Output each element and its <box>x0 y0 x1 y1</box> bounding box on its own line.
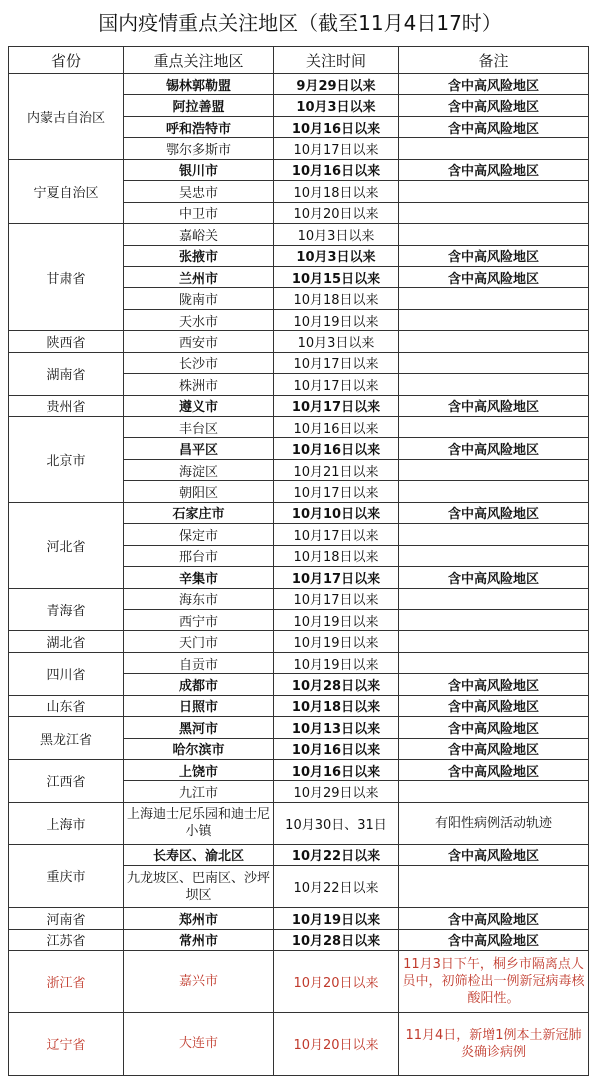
province-cell: 宁夏自治区 <box>9 159 124 223</box>
time-cell: 10月17日以来 <box>274 138 399 159</box>
time-cell: 10月22日以来 <box>274 844 399 865</box>
table-row <box>9 224 589 245</box>
table-row <box>9 1013 589 1075</box>
header-province: 省份 <box>9 47 124 74</box>
region-cell: 呼和浩特市 <box>124 116 274 137</box>
note-cell <box>399 224 589 245</box>
region-cell: 海东市 <box>124 588 274 609</box>
region-cell: 张掖市 <box>124 245 274 266</box>
time-cell: 10月16日以来 <box>274 438 399 459</box>
time-cell: 10月18日以来 <box>274 181 399 202</box>
table-row <box>9 352 589 373</box>
province-cell: 贵州省 <box>9 395 124 416</box>
province-cell: 河北省 <box>9 502 124 588</box>
region-cell: 黑河市 <box>124 717 274 738</box>
region-cell: 丰台区 <box>124 417 274 438</box>
time-cell: 10月17日以来 <box>274 524 399 545</box>
region-cell: 九江市 <box>124 781 274 802</box>
region-cell: 嘉峪关 <box>124 224 274 245</box>
region-cell: 昌平区 <box>124 438 274 459</box>
time-cell: 10月28日以来 <box>274 929 399 950</box>
region-cell: 郑州市 <box>124 908 274 929</box>
time-cell: 10月16日以来 <box>274 417 399 438</box>
note-cell: 含中高风险地区 <box>399 717 589 738</box>
region-cell: 西宁市 <box>124 609 274 630</box>
header-region: 重点关注地区 <box>124 47 274 74</box>
note-cell: 含中高风险地区 <box>399 116 589 137</box>
region-cell: 朝阳区 <box>124 481 274 502</box>
note-cell <box>399 652 589 673</box>
time-cell: 10月3日以来 <box>274 331 399 352</box>
time-cell: 10月16日以来 <box>274 116 399 137</box>
region-cell: 哈尔滨市 <box>124 738 274 759</box>
note-cell <box>399 374 589 395</box>
time-cell: 10月19日以来 <box>274 609 399 630</box>
time-cell: 10月17日以来 <box>274 481 399 502</box>
time-cell: 10月15日以来 <box>274 266 399 287</box>
time-cell: 10月20日以来 <box>274 202 399 223</box>
note-cell <box>399 524 589 545</box>
province-cell: 重庆市 <box>9 844 124 907</box>
time-cell: 10月13日以来 <box>274 717 399 738</box>
header-time: 关注时间 <box>274 47 399 74</box>
region-cell: 辛集市 <box>124 567 274 588</box>
time-cell: 10月18日以来 <box>274 288 399 309</box>
province-cell: 河南省 <box>9 908 124 929</box>
time-cell: 10月19日以来 <box>274 652 399 673</box>
page-title: 国内疫情重点关注地区（截至11月4日17时） <box>98 11 502 35</box>
time-cell: 10月3日以来 <box>274 95 399 116</box>
note-cell: 含中高风险地区 <box>399 266 589 287</box>
note-cell <box>399 417 589 438</box>
table-row <box>9 695 589 716</box>
note-cell: 含中高风险地区 <box>399 567 589 588</box>
time-cell: 10月19日以来 <box>274 908 399 929</box>
region-cell: 九龙坡区、巴南区、沙坪坝区 <box>124 866 274 908</box>
table-row <box>9 159 589 180</box>
note-cell: 有阳性病例活动轨迹 <box>399 802 589 844</box>
province-cell: 江苏省 <box>9 929 124 950</box>
note-cell <box>399 181 589 202</box>
time-cell: 9月29日以来 <box>274 74 399 95</box>
region-cell: 大连市 <box>124 1013 274 1075</box>
region-cell: 银川市 <box>124 159 274 180</box>
time-cell: 10月16日以来 <box>274 738 399 759</box>
note-cell <box>399 545 589 566</box>
note-cell: 含中高风险地区 <box>399 502 589 523</box>
region-cell: 嘉兴市 <box>124 950 274 1012</box>
region-cell: 海淀区 <box>124 459 274 480</box>
table-row <box>9 717 589 738</box>
note-cell <box>399 309 589 330</box>
note-cell <box>399 866 589 908</box>
time-cell: 10月3日以来 <box>274 224 399 245</box>
note-cell: 含中高风险地区 <box>399 929 589 950</box>
time-cell: 10月19日以来 <box>274 631 399 652</box>
note-cell <box>399 459 589 480</box>
table-row <box>9 950 589 1012</box>
table-row <box>9 395 589 416</box>
region-cell: 成都市 <box>124 674 274 695</box>
note-cell: 含中高风险地区 <box>399 695 589 716</box>
note-cell: 含中高风险地区 <box>399 674 589 695</box>
region-cell: 株洲市 <box>124 374 274 395</box>
province-cell: 山东省 <box>9 695 124 716</box>
time-cell: 10月18日以来 <box>274 695 399 716</box>
province-cell: 内蒙古自治区 <box>9 74 124 160</box>
region-cell: 天门市 <box>124 631 274 652</box>
table-row <box>9 631 589 652</box>
region-cell: 上饶市 <box>124 760 274 781</box>
note-cell: 含中高风险地区 <box>399 908 589 929</box>
time-cell: 10月20日以来 <box>274 1013 399 1075</box>
note-cell <box>399 288 589 309</box>
region-cell: 西安市 <box>124 331 274 352</box>
time-cell: 10月29日以来 <box>274 781 399 802</box>
province-cell: 湖南省 <box>9 352 124 395</box>
region-cell: 陇南市 <box>124 288 274 309</box>
time-cell: 10月21日以来 <box>274 459 399 480</box>
table-header-row <box>9 47 589 74</box>
table-row <box>9 331 589 352</box>
focus-regions-table <box>8 46 589 1076</box>
region-cell: 遵义市 <box>124 395 274 416</box>
region-cell: 石家庄市 <box>124 502 274 523</box>
region-cell: 日照市 <box>124 695 274 716</box>
note-cell: 含中高风险地区 <box>399 159 589 180</box>
table-row <box>9 929 589 950</box>
region-cell: 锡林郭勒盟 <box>124 74 274 95</box>
table-body <box>9 74 589 1076</box>
note-cell: 含中高风险地区 <box>399 245 589 266</box>
time-cell: 10月16日以来 <box>274 159 399 180</box>
note-cell: 含中高风险地区 <box>399 760 589 781</box>
table-row <box>9 908 589 929</box>
time-cell: 10月17日以来 <box>274 567 399 588</box>
region-cell: 吴忠市 <box>124 181 274 202</box>
province-cell: 北京市 <box>9 417 124 503</box>
region-cell: 天水市 <box>124 309 274 330</box>
province-cell: 湖北省 <box>9 631 124 652</box>
note-cell <box>399 352 589 373</box>
table-row <box>9 802 589 844</box>
time-cell: 10月20日以来 <box>274 950 399 1012</box>
province-cell: 青海省 <box>9 588 124 631</box>
note-cell <box>399 331 589 352</box>
region-cell: 阿拉善盟 <box>124 95 274 116</box>
note-cell <box>399 481 589 502</box>
time-cell: 10月22日以来 <box>274 866 399 908</box>
note-cell: 含中高风险地区 <box>399 395 589 416</box>
note-cell: 含中高风险地区 <box>399 738 589 759</box>
note-cell <box>399 138 589 159</box>
time-cell: 10月3日以来 <box>274 245 399 266</box>
province-cell: 江西省 <box>9 760 124 803</box>
province-cell: 辽宁省 <box>9 1013 124 1075</box>
note-cell: 含中高风险地区 <box>399 438 589 459</box>
region-cell: 邢台市 <box>124 545 274 566</box>
note-cell <box>399 202 589 223</box>
province-cell: 四川省 <box>9 652 124 695</box>
region-cell: 兰州市 <box>124 266 274 287</box>
note-cell <box>399 609 589 630</box>
region-cell: 长沙市 <box>124 352 274 373</box>
region-cell: 保定市 <box>124 524 274 545</box>
time-cell: 10月18日以来 <box>274 545 399 566</box>
region-cell: 鄂尔多斯市 <box>124 138 274 159</box>
region-cell: 中卫市 <box>124 202 274 223</box>
time-cell: 10月16日以来 <box>274 760 399 781</box>
time-cell: 10月10日以来 <box>274 502 399 523</box>
province-cell: 黑龙江省 <box>9 717 124 760</box>
note-cell: 11月4日，新增1例本土新冠肺炎确诊病例 <box>399 1013 589 1075</box>
time-cell: 10月28日以来 <box>274 674 399 695</box>
time-cell: 10月17日以来 <box>274 588 399 609</box>
time-cell: 10月19日以来 <box>274 309 399 330</box>
table-row <box>9 502 589 523</box>
time-cell: 10月17日以来 <box>274 395 399 416</box>
note-cell <box>399 781 589 802</box>
region-cell: 长寿区、渝北区 <box>124 844 274 865</box>
region-cell: 自贡市 <box>124 652 274 673</box>
table-row <box>9 74 589 95</box>
table-row <box>9 844 589 865</box>
province-cell: 上海市 <box>9 802 124 844</box>
time-cell: 10月30日、31日 <box>274 802 399 844</box>
time-cell: 10月17日以来 <box>274 374 399 395</box>
note-cell: 含中高风险地区 <box>399 95 589 116</box>
note-cell: 含中高风险地区 <box>399 74 589 95</box>
table-row <box>9 760 589 781</box>
time-cell: 10月17日以来 <box>274 352 399 373</box>
table-row <box>9 652 589 673</box>
note-cell <box>399 631 589 652</box>
header-note: 备注 <box>399 47 589 74</box>
region-cell: 上海迪士尼乐园和迪士尼小镇 <box>124 802 274 844</box>
province-cell: 浙江省 <box>9 950 124 1012</box>
note-cell: 含中高风险地区 <box>399 844 589 865</box>
province-cell: 甘肃省 <box>9 224 124 331</box>
table-row <box>9 417 589 438</box>
province-cell: 陕西省 <box>9 331 124 352</box>
region-cell: 常州市 <box>124 929 274 950</box>
note-cell: 11月3日下午，桐乡市隔离点人员中，初筛检出一例新冠病毒核酸阳性。 <box>399 950 589 1012</box>
note-cell <box>399 588 589 609</box>
table-row <box>9 588 589 609</box>
